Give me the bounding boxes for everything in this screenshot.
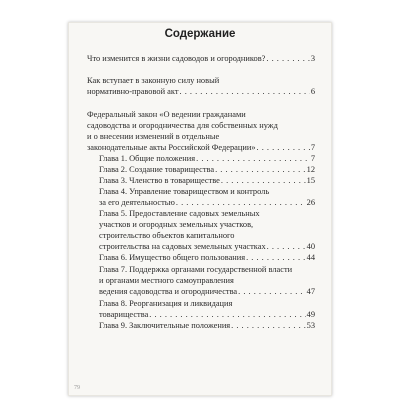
footer-page-number: 79 <box>74 385 80 391</box>
page-number: 6 <box>310 87 315 96</box>
chapter-title: Глава 7. Поддержка органами государственной власти <box>99 265 293 274</box>
entry-title: Федеральный закон «О ведении гражданами <box>87 110 246 119</box>
leader-dots <box>231 320 305 331</box>
page-number: 40 <box>306 242 315 251</box>
page-number: 47 <box>306 287 315 296</box>
leader-dots <box>257 142 310 153</box>
toc-line <box>99 230 234 241</box>
chapter-title: Глава 4. Управление товариществом и контроль <box>99 187 270 196</box>
chapter-title-cont: строительство объектов капитального <box>99 231 235 240</box>
chapter-title-cont: участков и огородных земельных участков, <box>99 220 254 229</box>
chapter-title-cont: и органами местного самоуправления <box>99 276 234 285</box>
entry-title: Что изменится в жизни садоводов и огородников? <box>87 54 266 63</box>
entry-title-cont: садоводства и огородничества для собственных нужд <box>87 121 278 130</box>
chapter-title: Глава 9. Заключительные положения <box>99 321 231 330</box>
leader-dots <box>267 241 306 252</box>
chapter-title: Глава 1. Общие положения <box>99 154 196 163</box>
leader-dots <box>149 309 305 320</box>
toc-line <box>99 175 315 186</box>
entry-title-cont: нормативно-правовой акт <box>87 87 179 96</box>
leader-dots <box>221 175 306 186</box>
toc-title: Содержание <box>164 28 236 40</box>
page-number: 26 <box>306 198 315 207</box>
leader-dots <box>196 153 310 164</box>
page-number: 7 <box>310 154 315 163</box>
toc-line <box>99 275 234 286</box>
chapter-title-cont: ведения садоводства и огородничества <box>99 287 238 296</box>
toc-line <box>99 208 260 219</box>
chapter-title: Глава 2. Создание товарищества <box>99 165 215 174</box>
toc-line <box>87 75 219 86</box>
toc-line <box>99 298 232 309</box>
toc-line <box>87 131 219 142</box>
toc-line <box>99 153 315 164</box>
leader-dots <box>246 252 306 263</box>
entry-title: Как вступает в законную силу новый <box>87 76 220 85</box>
toc-line <box>99 164 315 175</box>
leader-dots <box>238 286 305 297</box>
chapter-title: Глава 5. Предоставление садовых земельных <box>99 209 260 218</box>
book-page <box>68 22 332 396</box>
entry-title-cont: законодательные акты Российской Федерации» <box>87 143 256 152</box>
toc-line <box>87 120 278 131</box>
page-number: 53 <box>306 321 315 330</box>
toc-line <box>99 264 292 275</box>
toc-line <box>99 286 315 297</box>
chapter-title: Глава 3. Членство в товариществе <box>99 176 220 185</box>
page-number: 49 <box>306 310 315 319</box>
page-number: 12 <box>306 165 315 174</box>
toc-line <box>99 219 253 230</box>
toc-line <box>99 320 315 331</box>
toc-line <box>99 197 315 208</box>
chapter-title: Глава 6. Имущество общего пользования <box>99 253 246 262</box>
page-number: 3 <box>310 54 315 63</box>
chapter-title-cont: строительства на садовых земельных участках <box>99 242 266 251</box>
toc-line <box>99 241 315 252</box>
toc-line <box>87 53 315 64</box>
toc-line <box>99 309 315 320</box>
leader-dots <box>215 164 306 175</box>
chapter-title: Глава 8. Реорганизация и ликвидация <box>99 299 233 308</box>
page-number: 44 <box>306 253 315 262</box>
leader-dots <box>176 197 306 208</box>
leader-dots <box>180 86 310 97</box>
toc-line <box>99 252 315 263</box>
page-number: 15 <box>306 176 315 185</box>
toc-line <box>87 109 246 120</box>
leader-dots <box>266 53 309 64</box>
toc-line <box>99 186 269 197</box>
chapter-title-cont: за его деятельностью <box>99 198 175 207</box>
entry-title-cont: и о внесении изменений в отдельные <box>87 132 220 141</box>
chapter-title-cont: товарищества <box>99 310 149 319</box>
toc-line <box>87 86 315 97</box>
page-number: 7 <box>310 143 315 152</box>
toc-line <box>87 142 315 153</box>
